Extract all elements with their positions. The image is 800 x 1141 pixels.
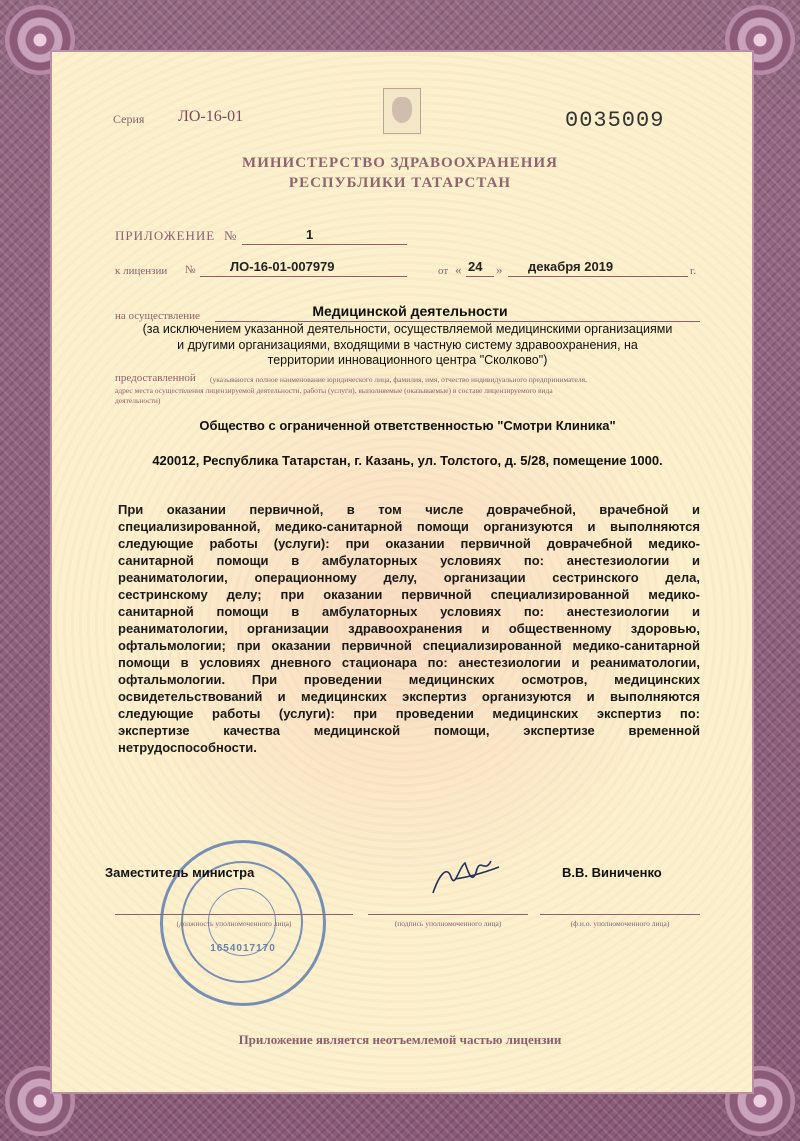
series-value: ЛО-16-01 xyxy=(178,108,244,125)
activity-line-1: (за исключением указанной деятельности, осуществляемой медицинскими организациями xyxy=(142,322,673,336)
organization-name: Общество с ограниченной ответственностью "Смотри Клиника" xyxy=(199,418,616,433)
license-date-quote-open: « xyxy=(455,262,462,277)
caption-name: (ф.и.о. уполномоченного лица) xyxy=(570,919,670,928)
works-line: следующие работы (услуги): при оказании первичной доврачебной медико- xyxy=(118,536,700,551)
footer-note: Приложение является неотъемлемой частью лицензии xyxy=(238,1032,562,1047)
works-line: санитарной помощи в амбулаторных условиях по: анестезиологии и xyxy=(118,553,700,568)
caption-position: (должность уполномоченного лица) xyxy=(176,919,292,928)
works-line: нетрудоспособности. xyxy=(118,740,257,755)
activity-line-2: и другими организациями, входящими в частную систему здравоохранения, на xyxy=(177,338,638,352)
appendix-number: 1 xyxy=(306,227,314,242)
ministry-line-2: РЕСПУБЛИКИ ТАТАРСТАН xyxy=(288,175,512,191)
appendix-number-sign: № xyxy=(224,228,237,243)
caption-signature: (подпись уполномоченного лица) xyxy=(394,919,502,928)
license-number: ЛО-16-01-007979 xyxy=(230,259,335,274)
series-label: Серия xyxy=(113,112,145,126)
license-label: к лицензии xyxy=(115,265,168,277)
document-number: 0035009 xyxy=(565,108,665,133)
works-line: помощи в условиях дневного стационара по: анестезиологии и реаниматологии, xyxy=(118,655,700,670)
handwritten-signature xyxy=(425,855,505,900)
works-line: реаниматологии, операционному делу, организации сестринского дела, xyxy=(118,570,700,585)
stamp-number: 1654017170 xyxy=(210,943,276,954)
license-day: 24 xyxy=(468,259,483,274)
organization-address: 420012, Республика Татарстан, г. Казань, ул. Толстого, д. 5/28, помещение 1000. xyxy=(152,453,663,468)
activity-line-3: территории инновационного центра "Сколково") xyxy=(267,353,548,367)
provided-note-2: адрес места осуществления лицензируемой деятельности, работы (услуги), выполняемые (оказываемые) в составе лицензируемого вида xyxy=(115,386,553,395)
works-line: освидетельствований и медицинских экспертиз организуются и выполняются xyxy=(118,689,700,704)
works-line: При оказании первичной, в том числе доврачебной, врачебной и xyxy=(118,502,700,517)
activity-label: на осуществление xyxy=(115,310,200,322)
works-line: санитарной помощи в амбулаторных условиях по: анестезиологии и xyxy=(118,604,700,619)
license-date-prefix: от xyxy=(438,265,449,277)
signatory-position: Заместитель министра xyxy=(105,865,255,880)
provided-note-1: (указываются полное наименование юридического лица, фамилия, имя, отчество индивидуального предпринимателя, xyxy=(210,375,587,384)
works-line: офтальмологии; при оказании первичной специализированной медико-санитарной xyxy=(118,638,700,653)
signatory-name: В.В. Виниченко xyxy=(562,865,662,880)
works-line: реаниматологии, организации здравоохранения и общественному здоровью, xyxy=(118,621,700,636)
activity-title: Медицинской деятельности xyxy=(312,303,508,319)
works-line: следующие работы (услуги): при проведении медицинских экспертиз по: xyxy=(118,706,700,721)
license-year-suffix: г. xyxy=(690,265,697,277)
works-line: сестринскому делу; при оказании первичной специализированной медико- xyxy=(118,587,700,602)
coat-of-arms-icon xyxy=(383,88,421,134)
provided-note-3: деятельности) xyxy=(115,396,161,405)
provided-label: предоставленной xyxy=(115,372,196,384)
license-date-quote-close: » xyxy=(496,262,503,277)
ministry-line-1: МИНИСТЕРСТВО ЗДРАВООХРАНЕНИЯ xyxy=(242,155,558,171)
appendix-label: ПРИЛОЖЕНИЕ xyxy=(115,228,216,243)
works-line: экспертизе качества медицинской помощи, экспертизе временной xyxy=(118,723,700,738)
license-month-year: декабря 2019 xyxy=(528,259,614,274)
works-line: специализированной, медико-санитарной помощи организуются и выполняются xyxy=(118,519,700,534)
works-line: офтальмологии. При проведении медицинских осмотров, медицинских xyxy=(118,672,700,687)
license-number-sign: № xyxy=(185,264,196,276)
